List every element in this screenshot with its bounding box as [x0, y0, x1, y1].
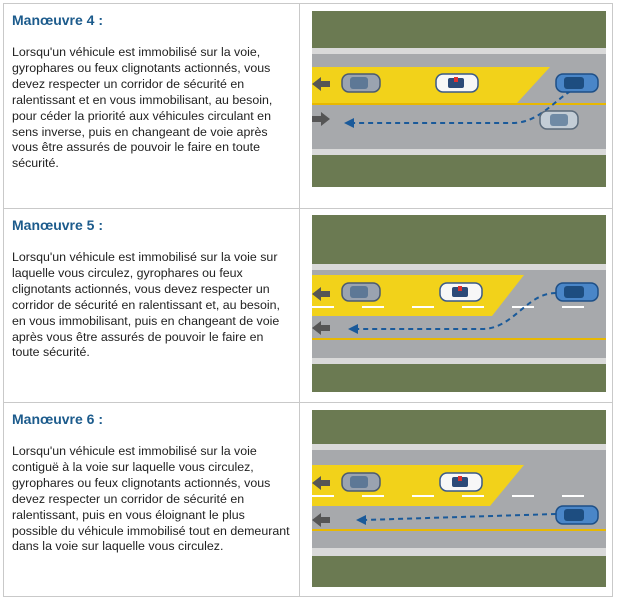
grass-bottom — [312, 364, 606, 392]
shoulder-top — [312, 264, 606, 270]
manoeuvre-4-description: Lorsqu'un véhicule est immobilisé sur la voie, gyrophares ou feux clignotants actionnés, vous devez respecter un corridor de sécurité en ralentissant et en vous immobilisant, au besoin, pour céder la priorité aux véhicules circulant en sens inverse, puis en changeant de voie après vous être assurés de pouvoir le faire en toute sécurité. — [12, 45, 273, 171]
manoeuvre-4-title: Manœuvre 4 : — [12, 12, 104, 28]
police-car — [440, 473, 482, 491]
grass-top — [312, 215, 606, 264]
manoeuvre-6-description: Lorsqu'un véhicule est immobilisé sur la voie contiguë à la voie sur laquelle vous circulez, gyrophares ou feux clignotants actionnés, vous devez respecter un corridor de sécurité en ralentissant, puis en vous éloignant le plus possible du véhicule immobilisé tout en demeurant dans la voie sur laquelle vous circulez. — [12, 444, 290, 554]
manoeuvre-5-diagram-cell — [300, 209, 612, 402]
car-blue — [556, 506, 598, 524]
shoulder-bottom — [312, 149, 606, 155]
car-stopped — [342, 74, 380, 92]
grass-top — [312, 11, 606, 48]
manoeuvre-5-row — [4, 209, 612, 403]
manoeuvre-6-text-cell — [4, 403, 300, 596]
grass-bottom — [312, 556, 606, 587]
police-car — [436, 74, 478, 92]
manoeuvre-4-diagram-cell — [300, 4, 612, 208]
car-blue — [556, 74, 598, 92]
manoeuvre-5-diagram — [312, 215, 606, 392]
car-stopped — [342, 473, 380, 491]
manoeuvre-5-text-cell — [4, 209, 300, 402]
manoeuvre-4-text-cell — [4, 4, 300, 208]
manoeuvre-6-diagram-cell — [300, 403, 612, 596]
manoeuvre-4-diagram — [312, 11, 606, 187]
manoeuvre-6-title: Manœuvre 6 : — [12, 411, 104, 427]
grass-bottom — [312, 155, 606, 187]
shoulder-bottom — [312, 358, 606, 364]
police-car — [440, 283, 482, 301]
car-blue — [556, 283, 598, 301]
car-oncoming — [540, 111, 578, 129]
manoeuvre-6-row — [4, 403, 612, 596]
manoeuvre-5-description: Lorsqu'un véhicule est immobilisé sur la voie sur laquelle vous circulez, gyrophares ou feux clignotants actionnés, vous devez respecter un corridor de sécurité en ralentissant et, au besoin, en vous immobilisant, puis en changeant de voie après vous être assurés de pouvoir le faire en toute sécurité. — [12, 250, 280, 360]
shoulder-bottom — [312, 548, 606, 556]
shoulder-top — [312, 48, 606, 54]
manoeuvre-6-diagram — [312, 410, 606, 587]
manoeuvre-4-row — [4, 4, 612, 209]
car-stopped — [342, 283, 380, 301]
grass-top — [312, 410, 606, 444]
manoeuvre-5-title: Manœuvre 5 : — [12, 217, 104, 233]
manoeuvres-table — [3, 3, 613, 597]
shoulder-top — [312, 444, 606, 450]
